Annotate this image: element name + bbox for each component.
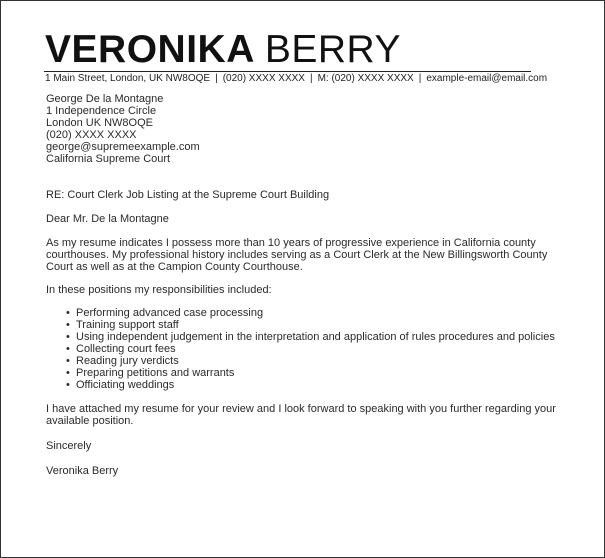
bullet-icon: • bbox=[66, 367, 70, 379]
recipient-city: London UK NW8OQE bbox=[46, 117, 153, 129]
bullet-icon: • bbox=[66, 379, 70, 391]
recipient-organization: California Supreme Court bbox=[46, 153, 171, 165]
list-item-text: Collecting court fees bbox=[76, 343, 176, 355]
signature-name: Veronika Berry bbox=[46, 465, 119, 477]
contact-mobile: M: (020) XXXX XXXX bbox=[317, 73, 414, 84]
applicant-name bbox=[45, 30, 401, 70]
subject-line: RE: Court Clerk Job Listing at the Supreme Court Building bbox=[46, 189, 330, 201]
letter-body bbox=[46, 93, 556, 477]
list-item bbox=[66, 367, 576, 379]
contact-separator: | bbox=[418, 73, 422, 84]
experience-paragraph: As my resume indicates I possess more than 10 years of progressive experience in California county courthouses. My professional history includes serving as a Court Clerk at the New Billingsworth County Court as well as at the Campion County Courthouse. bbox=[46, 237, 548, 273]
recipient-street: 1 Independence Circle bbox=[46, 105, 157, 117]
list-item-text: Using independent judgement in the interpretation and application of rules procedures and policies bbox=[76, 331, 555, 343]
contact-separator: | bbox=[215, 73, 218, 84]
list-item-text: Training support staff bbox=[76, 319, 179, 331]
bullet-icon: • bbox=[66, 319, 70, 331]
list-item bbox=[66, 331, 576, 343]
bullet-icon: • bbox=[66, 355, 70, 367]
list-item-text: Officiating weddings bbox=[76, 379, 175, 391]
list-item bbox=[66, 355, 576, 367]
bullet-icon: • bbox=[66, 331, 70, 343]
bullet-icon: • bbox=[66, 343, 70, 355]
list-item-text: Performing advanced case processing bbox=[76, 307, 264, 319]
list-item-text: Preparing petitions and warrants bbox=[76, 367, 235, 379]
contact-address: 1 Main Street, London, UK NW8OQE bbox=[45, 73, 211, 84]
contact-email: example-email@email.com bbox=[426, 73, 548, 84]
responsibilities-list bbox=[46, 307, 556, 391]
list-item bbox=[66, 343, 576, 355]
contact-line bbox=[45, 72, 547, 85]
recipient-name: George De la Montagne bbox=[46, 93, 164, 105]
closing-paragraph: I have attached my resume for your review and I look forward to speaking with you further regarding your available position. bbox=[46, 403, 556, 427]
list-item bbox=[66, 307, 576, 319]
contact-separator: | bbox=[309, 73, 313, 84]
recipient-address bbox=[46, 93, 556, 165]
salutation: Dear Mr. De la Montagne bbox=[46, 213, 169, 225]
first-name: VERONIKA bbox=[45, 28, 255, 71]
list-item bbox=[66, 319, 576, 331]
recipient-phone: (020) XXXX XXXX bbox=[46, 129, 137, 141]
bullet-icon: • bbox=[66, 307, 70, 319]
list-item bbox=[66, 379, 576, 391]
closing-phrase: Sincerely bbox=[46, 440, 92, 452]
last-name: BERRY bbox=[264, 28, 402, 71]
responsibilities-intro: In these positions my responsibilities included: bbox=[46, 284, 272, 296]
contact-phone: (020) XXXX XXXX bbox=[222, 73, 305, 84]
recipient-email: george@supremeexample.com bbox=[46, 141, 200, 153]
list-item-text: Reading jury verdicts bbox=[76, 355, 179, 367]
